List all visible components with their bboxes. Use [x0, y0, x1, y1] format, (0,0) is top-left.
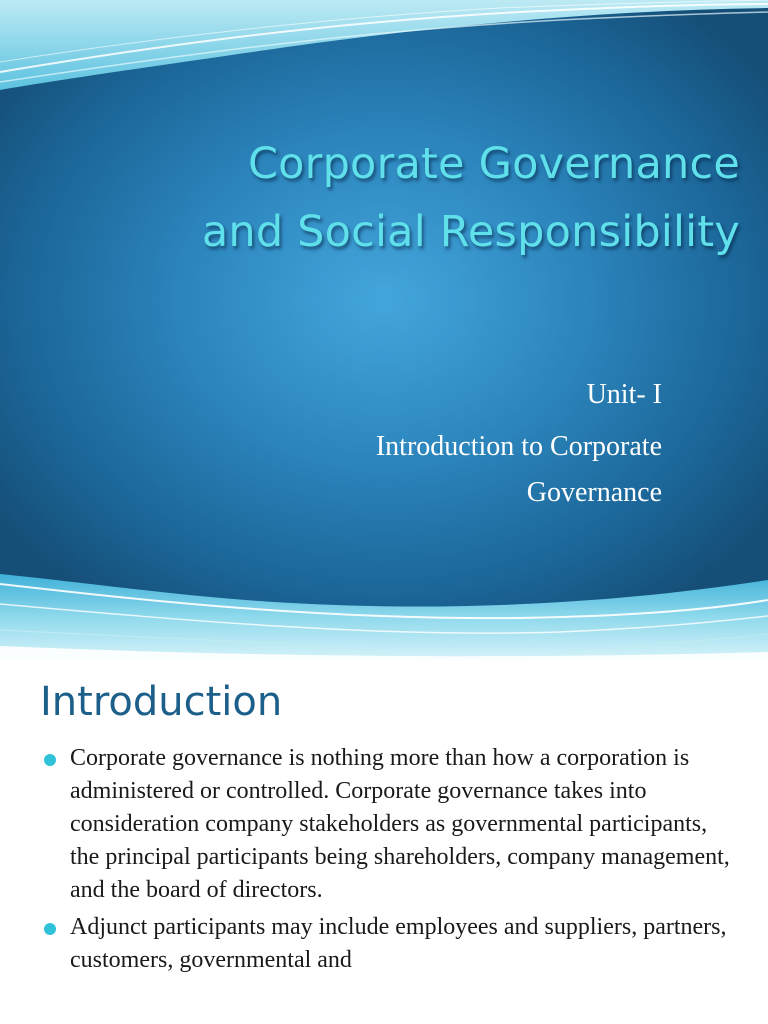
slide-heading: Introduction	[40, 679, 283, 725]
bullet-item	[40, 911, 730, 977]
subtitle-unit: Unit- I	[586, 379, 662, 410]
bullet-dot-icon	[44, 923, 56, 935]
bullet-dot-icon	[44, 754, 56, 766]
subtitle-topic-line-2: Governance	[526, 477, 662, 508]
bullet-text: Adjunct participants may include employees and suppliers, partners, customers, governmental and	[70, 914, 727, 973]
subtitle-topic-line-1: Introduction to Corporate	[375, 431, 662, 462]
top-wave-decoration	[0, 0, 768, 100]
slide-title	[40, 130, 740, 266]
bullet-item	[40, 742, 730, 907]
slide-subtitle	[62, 372, 662, 516]
introduction-slide	[0, 660, 768, 1024]
bullet-text: Corporate governance is nothing more than how a corporation is administered or controlled. Corporate governance takes into consideration company stakeholders as governmental participants, the principal participants being shareholders, company management, and the board of directors.	[70, 745, 730, 903]
title-line-1: Corporate Governance	[247, 139, 740, 189]
title-line-2: and Social Responsibility	[201, 207, 740, 257]
bottom-wave-decoration	[0, 560, 768, 660]
bullet-list	[40, 742, 730, 981]
